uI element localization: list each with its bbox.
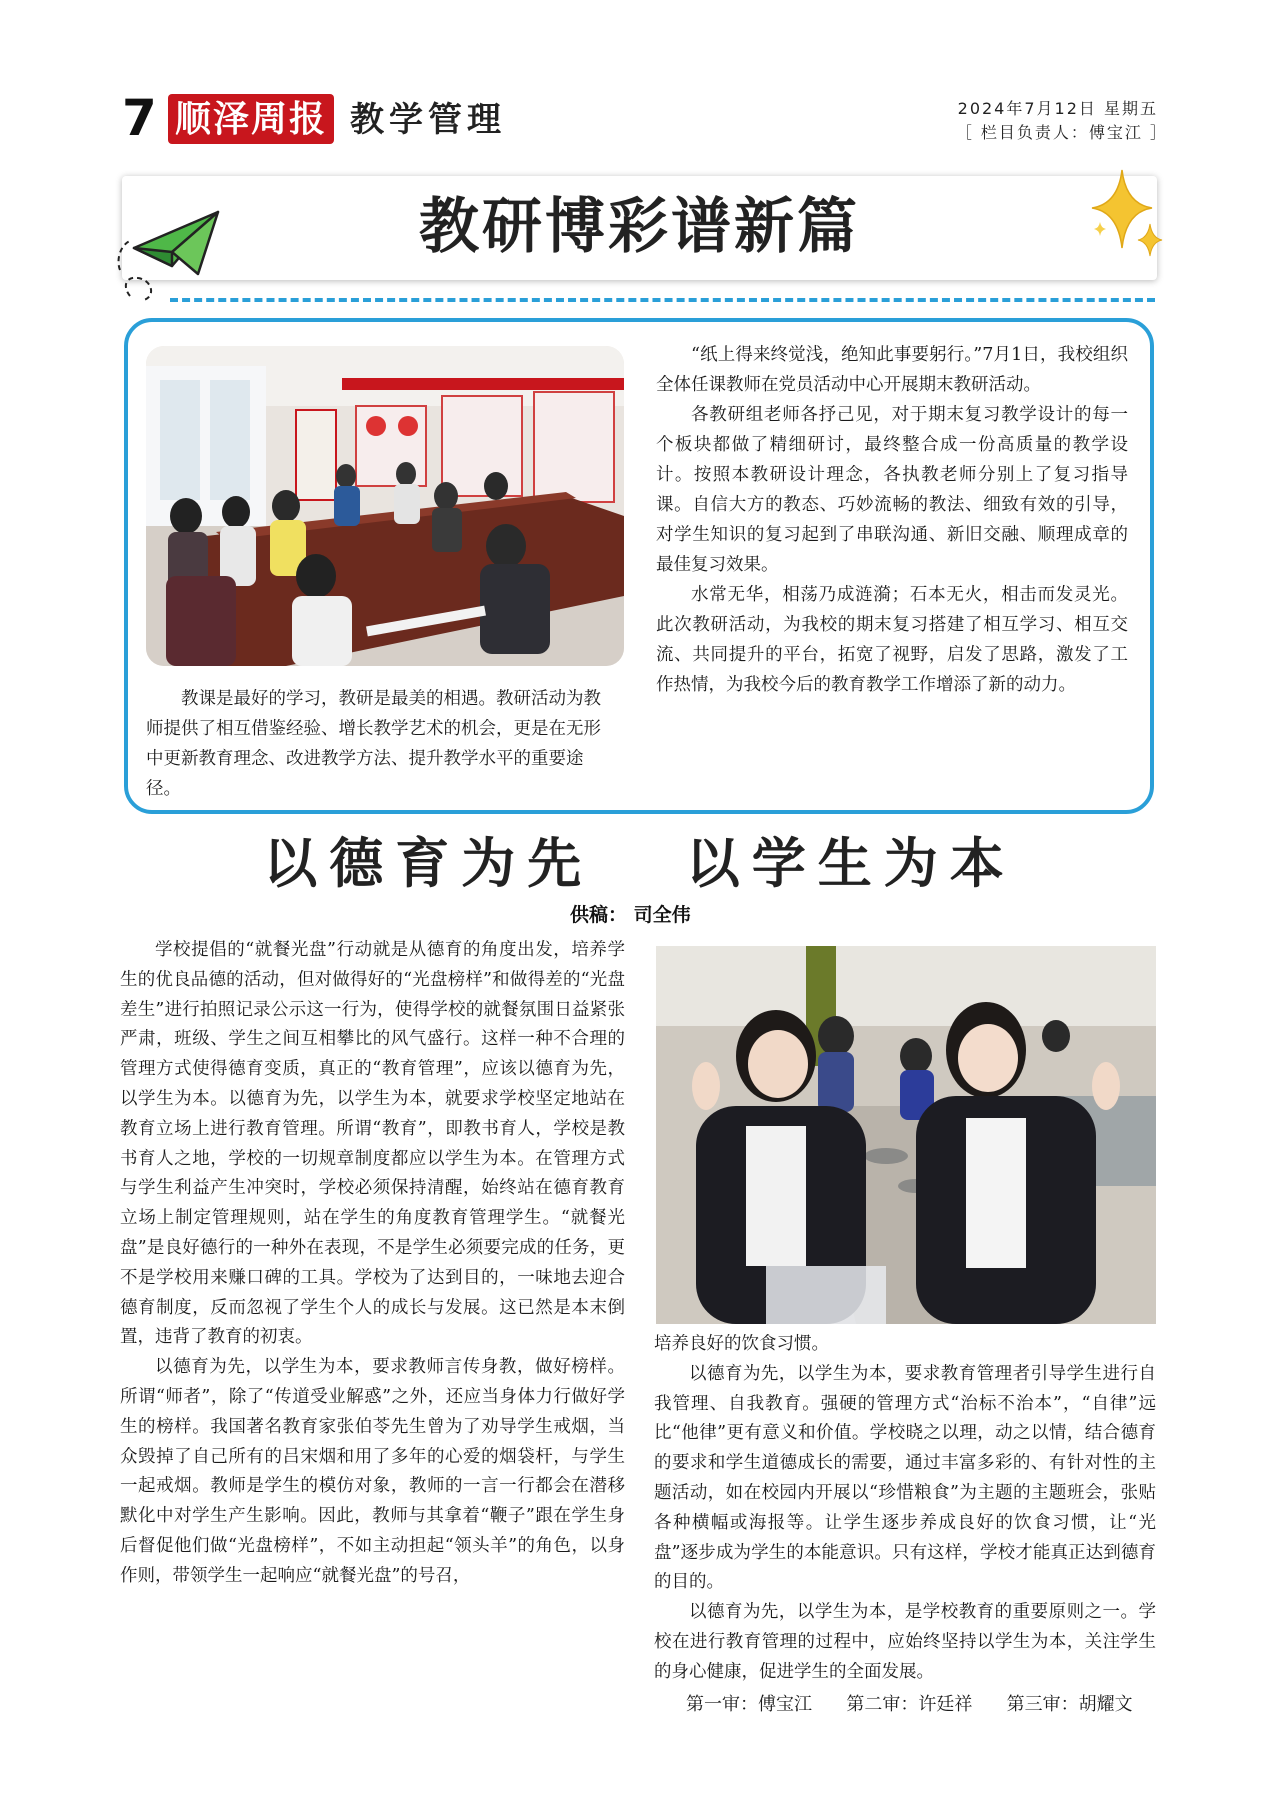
byline: 供稿： 司全伟 (570, 904, 691, 926)
page-number: 7 (122, 89, 157, 147)
article2-paragraph: 以德育为先，以学生为本，要求教师言传身教，做好榜样。所谓“师者”，除了“传道受业解惑”之外，还应当身体力行做好学生的榜样。我国著名教育家张伯苓先生曾为了劝导学生戒烟，当众毁掉了自己所有的吕宋烟和用了多年的心爱的烟袋杆，与学生一起戒烟。教师是学生的模仿对象，教师的一言一行都会在潜移默化中对学生产生影响。因此，教师与其拿着“鞭子”跟在学生身后督促他们做“光盘榜样”，不如主动担起“领头羊”的角色，以身作则，带领学生一起响应“就餐光盘”的号召， (120, 1357, 625, 1586)
article2-left-column (120, 936, 625, 1592)
students-dining-photo (656, 946, 1156, 1324)
teaching-research-meeting-photo (146, 346, 624, 666)
article2-paragraph: 以德育为先，以学生为本，是学校教育的重要原则之一。学校在进行教育管理的过程中，应始终坚持以学生为本，关注学生的身心健康，促进学生的全面发展。 (654, 1602, 1156, 1682)
column-editor: ［ 栏目负责人：傅宝江 ］ (955, 123, 1168, 142)
article2-right-column (654, 1330, 1156, 1688)
paper-plane-icon (112, 200, 222, 314)
photo-caption: 教课是最好的学习，教研是最美的相遇。教研活动为教师提供了相互借鉴经验、增长教学艺术的机会，更是在无形中更新教育理念、改进教学方法、提升教学水平的重要途径。 (146, 689, 601, 799)
section-name: 教学管理 (350, 100, 506, 140)
article1-paragraph: “纸上得来终觉浅，绝知此事要躬行。”7月1日，我校组织全体任课教师在党员活动中心开展期末教研活动。 (656, 345, 1128, 395)
reviewers-line: 第一审：傅宝江 第二审：许廷祥 第三审：胡耀文 (686, 1694, 1133, 1715)
article2-title: 以德育为先 以学生为本 (263, 832, 1016, 895)
sparkle-star-icon (1086, 164, 1166, 268)
article2-paragraph: 培养良好的饮食习惯。 (654, 1334, 829, 1354)
article1-paragraph: 水常无华，相荡乃成涟漪；石本无火，相击而发灵光。此次教研活动，为我校的期末复习搭建了相互学习、相互交流、共同提升的平台，拓宽了视野，启发了思路，激发了工作热情，为我校今后的教育教学工作增添了新的动力。 (656, 585, 1128, 695)
article2-paragraph: 以德育为先，以学生为本，要求教育管理者引导学生进行自我管理、自我教育。强硬的管理方式“治标不治本”，“自律”远比“他律”更有意义和价值。学校晓之以理，动之以情，结合德育的要求和学生道德成长的需要，通过丰富多彩的、有针对性的主题活动，如在校园内开展以“珍惜粮食”为主题的主题班会，张贴各种横幅或海报等。让学生逐步养成良好的饮食习惯，让“光盘”逐步成为学生的本能意识。只有这样，学校才能真正达到德育的目的。 (654, 1363, 1156, 1593)
banner-title: 教研博彩谱新篇 (419, 192, 860, 262)
issue-date: 2024年7月12日 星期五 (957, 99, 1158, 118)
masthead-logo: 顺泽周报 (168, 94, 334, 144)
article1-paragraph: 各教研组老师各抒己见，对于期末复习教学设计的每一个板块都做了精细研讨，最终整合成一份高质量的教学设计。按照本教研设计理念，各执教老师分别上了复习指导课。自信大方的教态、巧妙流畅的教法、细致有效的引导，对学生知识的复习起到了串联沟通、新旧交融、顺理成章的最佳复习效果。 (656, 405, 1128, 575)
dashed-divider (170, 298, 1155, 302)
article2-paragraph: 学校提倡的“就餐光盘”行动就是从德育的角度出发，培养学生的优良品德的活动，但对做得好的“光盘榜样”和做得差的“光盘差生”进行拍照记录公示这一行为，使得学校的就餐氛围日益紧张严肃，班级、学生之间互相攀比的风气盛行。这样一种不合理的管理方式使得德育变质，真正的“教育管理”，应该以德育为先，以学生为本。以德育为先，以学生为本，就要求学校坚定地站在教育立场上进行教育管理。所谓“教育”，即教书育人，学校是教书育人之地，学校的一切规章制度都应以学生为本。在管理方式与学生利益产生冲突时，学校必须保持清醒，始终站在德育教育立场上制定管理规则，站在学生的角度教育管理学生。“就餐光盘”是良好德行的一种外在表现，不是学生必须要完成的任务，更不是学校用来赚口碑的工具。学校为了达到目的，一味地去迎合德育制度，反而忽视了学生个人的成长与发展。这已然是本末倒置，违背了教育的初衷。 (120, 940, 625, 1348)
article1-body (656, 340, 1128, 700)
